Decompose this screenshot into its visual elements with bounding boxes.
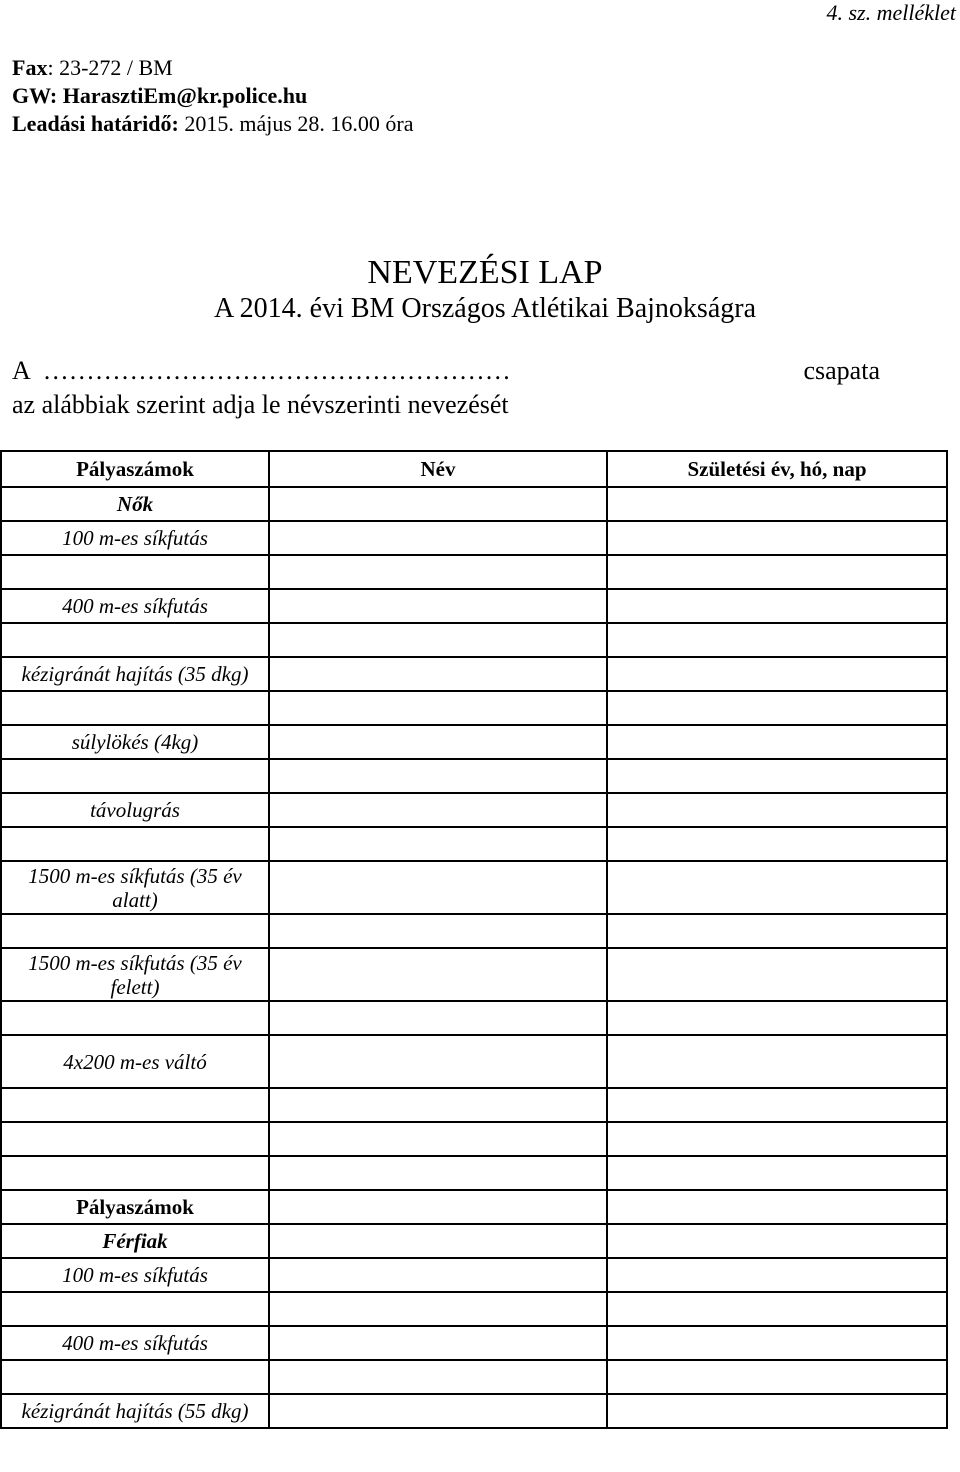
birthdate-cell[interactable] (607, 759, 947, 793)
table-row (1, 589, 947, 623)
header-birthdate: Születési év, hó, nap (607, 451, 947, 487)
header-events: Pályaszámok (1, 451, 269, 487)
birthdate-cell[interactable] (607, 948, 947, 1001)
event-cell: 100 m-es síkfutás (1, 521, 269, 555)
event-cell: 1500 m-es síkfutás (35 év alatt) (1, 861, 269, 914)
name-cell[interactable] (269, 1292, 607, 1326)
table-row (1, 1035, 947, 1088)
fax-label: Fax (12, 55, 48, 80)
name-cell[interactable] (269, 555, 607, 589)
name-cell[interactable] (269, 1088, 607, 1122)
birthdate-cell[interactable] (607, 1190, 947, 1224)
name-cell[interactable] (269, 725, 607, 759)
birthdate-cell[interactable] (607, 1258, 947, 1292)
name-cell[interactable] (269, 827, 607, 861)
name-cell[interactable] (269, 487, 607, 521)
name-cell[interactable] (269, 1258, 607, 1292)
page-subtitle: A 2014. évi BM Országos Atlétikai Bajnokságra (213, 293, 757, 324)
name-cell[interactable] (269, 1224, 607, 1258)
event-cell (1, 691, 269, 725)
table-row (1, 759, 947, 793)
table-row (1, 725, 947, 759)
table-row (1, 1156, 947, 1190)
birthdate-cell[interactable] (607, 793, 947, 827)
birthdate-cell[interactable] (607, 623, 947, 657)
intro-text: az alábbiak szerint adja le névszerinti nevezését (12, 390, 509, 419)
event-cell (1, 1292, 269, 1326)
annex-label: 4. sz. melléklet (826, 0, 956, 25)
name-cell[interactable] (269, 1360, 607, 1394)
birthdate-cell[interactable] (607, 1292, 947, 1326)
birthdate-cell[interactable] (607, 521, 947, 555)
birthdate-cell[interactable] (607, 691, 947, 725)
team-prefix: A (12, 356, 31, 385)
table-row (1, 521, 947, 555)
table-row (1, 827, 947, 861)
name-cell[interactable] (269, 623, 607, 657)
name-cell[interactable] (269, 657, 607, 691)
table-row (1, 1326, 947, 1360)
birthdate-cell[interactable] (607, 487, 947, 521)
event-cell (1, 1156, 269, 1190)
event-cell (1, 914, 269, 948)
table-row (1, 657, 947, 691)
event-cell (1, 555, 269, 589)
birthdate-cell[interactable] (607, 914, 947, 948)
table-row (1, 1190, 947, 1224)
name-cell[interactable] (269, 1326, 607, 1360)
table-row (1, 1088, 947, 1122)
birthdate-cell[interactable] (607, 725, 947, 759)
table-row (1, 1292, 947, 1326)
table-row (1, 1360, 947, 1394)
name-cell[interactable] (269, 1001, 607, 1035)
entry-table (0, 450, 948, 1429)
gw-line (12, 82, 414, 110)
event-cell (1, 1122, 269, 1156)
birthdate-cell[interactable] (607, 657, 947, 691)
name-cell[interactable] (269, 1190, 607, 1224)
birthdate-cell[interactable] (607, 827, 947, 861)
table-row (1, 1224, 947, 1258)
birthdate-cell[interactable] (607, 861, 947, 914)
deadline-line (12, 110, 414, 138)
event-cell (1, 1360, 269, 1394)
table-row (1, 1394, 947, 1428)
birthdate-cell[interactable] (607, 589, 947, 623)
event-cell: kézigránát hajítás (55 dkg) (1, 1394, 269, 1428)
team-name-blank[interactable]: ……………………………………………… (42, 356, 511, 385)
gw-address: GW: HarasztiEm@kr.police.hu (12, 83, 308, 108)
event-cell: 400 m-es síkfutás (1, 589, 269, 623)
name-cell[interactable] (269, 1394, 607, 1428)
name-cell[interactable] (269, 589, 607, 623)
event-cell: 4x200 m-es váltó (1, 1035, 269, 1088)
birthdate-cell[interactable] (607, 1035, 947, 1088)
table-row (1, 623, 947, 657)
name-cell[interactable] (269, 914, 607, 948)
name-cell[interactable] (269, 793, 607, 827)
event-cell (1, 1088, 269, 1122)
table-row (1, 1122, 947, 1156)
table-row (1, 555, 947, 589)
entry-table-body (1, 451, 947, 1428)
deadline-label: Leadási határidő: (12, 111, 179, 136)
birthdate-cell[interactable] (607, 1224, 947, 1258)
fax-value: : 23-272 / BM (47, 55, 173, 80)
name-cell[interactable] (269, 1156, 607, 1190)
fax-line (12, 54, 414, 82)
event-cell (1, 827, 269, 861)
event-cell: Nők (1, 487, 269, 521)
birthdate-cell[interactable] (607, 555, 947, 589)
event-cell: 1500 m-es síkfutás (35 év felett) (1, 948, 269, 1001)
table-row (1, 793, 947, 827)
event-cell: kézigránát hajítás (35 dkg) (1, 657, 269, 691)
name-cell[interactable] (269, 948, 607, 1001)
name-cell[interactable] (269, 1035, 607, 1088)
team-line (12, 356, 880, 386)
header-name: Név (269, 451, 607, 487)
event-cell (1, 623, 269, 657)
table-header-row (1, 451, 947, 487)
name-cell[interactable] (269, 1122, 607, 1156)
table-row (1, 914, 947, 948)
page-title: NEVEZÉSI LAP (367, 254, 603, 291)
birthdate-cell[interactable] (607, 1156, 947, 1190)
birthdate-cell[interactable] (607, 1360, 947, 1394)
event-cell (1, 759, 269, 793)
table-row (1, 948, 947, 1001)
birthdate-cell[interactable] (607, 1394, 947, 1428)
table-row (1, 487, 947, 521)
table-row (1, 861, 947, 914)
birthdate-cell[interactable] (607, 1001, 947, 1035)
table-row (1, 691, 947, 725)
birthdate-cell[interactable] (607, 1326, 947, 1360)
event-cell: 100 m-es síkfutás (1, 1258, 269, 1292)
birthdate-cell[interactable] (607, 1088, 947, 1122)
contact-block (12, 54, 414, 138)
name-cell[interactable] (269, 861, 607, 914)
table-row (1, 1001, 947, 1035)
table-row (1, 1258, 947, 1292)
birthdate-cell[interactable] (607, 1122, 947, 1156)
event-cell: Pályaszámok (1, 1190, 269, 1224)
event-cell: súlylökés (4kg) (1, 725, 269, 759)
deadline-value: 2015. május 28. 16.00 óra (178, 111, 414, 136)
name-cell[interactable] (269, 521, 607, 555)
event-cell: 400 m-es síkfutás (1, 1326, 269, 1360)
event-cell: Férfiak (1, 1224, 269, 1258)
name-cell[interactable] (269, 691, 607, 725)
name-cell[interactable] (269, 759, 607, 793)
team-suffix: csapata (803, 356, 880, 385)
event-cell (1, 1001, 269, 1035)
event-cell: távolugrás (1, 793, 269, 827)
